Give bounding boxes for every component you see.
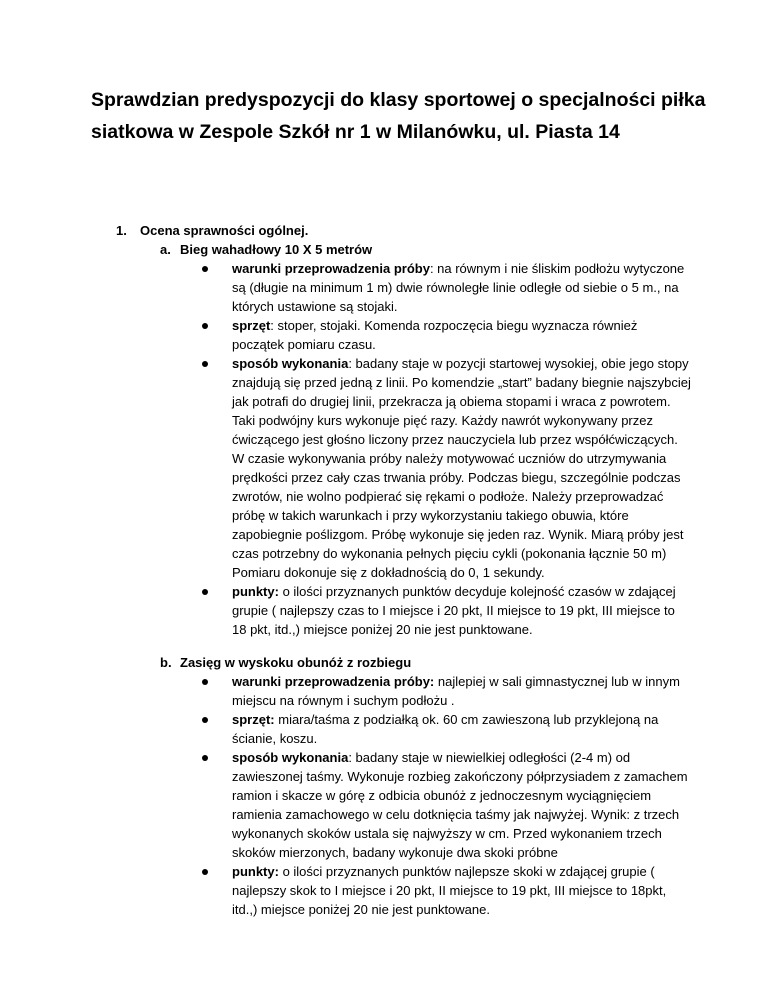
item-label: sposób wykonania	[232, 356, 349, 371]
item-label: punkty:	[232, 584, 279, 599]
section-heading-text: Ocena sprawności ogólnej.	[140, 223, 309, 238]
item-text: najlepiej w sali gimnastycznej lub w innym miejscu na równym i suchym podłożu .	[232, 674, 680, 708]
page-title: Sprawdzian predyspozycji do klasy sportowej o specjalności piłka siatkowa w Zespole Szkół nr 1 w Milanówku, ul. Piasta 14	[91, 89, 706, 143]
list-item	[232, 259, 692, 316]
subsection-heading-jump-reach	[160, 653, 411, 672]
bullet-icon	[202, 679, 208, 685]
shuttle-run-bullet-list	[232, 259, 692, 639]
item-text: : badany staje w niewielkiej odległości (2-4 m) od zawieszonej taśmy. Wykonuje rozbieg zakończony półprzysiadem z zamachem ramion i skacze w górę z odbicia obunóż z jednoczesnym wyciągnięciem ramienia zamachowego w celu dotknięcia taśmy jak najwyżej. Wynik: z trzech wykonanych skoków ustala się najwyższy w cm. Przed wykonaniem trzech skoków mierzonych, badany wykonuje dwa skoki próbne	[232, 750, 688, 860]
bullet-icon	[202, 361, 208, 367]
bullet-icon	[202, 717, 208, 723]
list-item	[232, 748, 692, 862]
subsection-heading-text: Zasięg w wyskoku obunóż z rozbiegu	[180, 655, 412, 670]
item-text: miara/taśma z podziałką ok. 60 cm zawieszoną lub przyklejoną na ścianie, koszu.	[232, 712, 659, 746]
section-number: 1.	[116, 223, 127, 238]
bullet-icon	[202, 589, 208, 595]
subsection-heading-text: Bieg wahadłowy 10 X 5 metrów	[180, 242, 373, 257]
item-label: punkty:	[232, 864, 279, 879]
item-label: sprzęt:	[232, 712, 275, 727]
item-text: : badany staje w pozycji startowej wysokiej, obie jego stopy znajdują się przed jedną z linii. Po komendzie „start” badany biegnie najszybciej jak potrafi do drugiej linii, przekracza ją obiema stopami i wraca z powrotem. Taki podwójny kurs wykonuje pięć razy. Każdy nawrót wykonywany przez ćwiczącego jest głośno liczony przez nauczyciela lub przez współćwiczących. W czasie wykonywania próby należy motywować uczniów do utrzymywania prędkości przez cały czas trwania próby. Podczas biegu, szczególnie podczas zwrotów, nie wolno podpierać się rękami o podłoże. Należy przeprowadzać próbę w takich warunkach i przy wykorzystaniu takiego obuwia, które zapobiegnie poślizgom. Próbę wykonuje się jeden raz. Wynik. Miarą próby jest czas potrzebny do wykonania pełnych pięciu cykli (pokonania łącznie 50 m) Pomiaru dokonuje się z dokładnością do 0, 1 sekundy.	[232, 356, 691, 580]
section-heading	[116, 221, 308, 240]
bullet-icon	[202, 323, 208, 329]
subsection-letter: a.	[160, 242, 171, 257]
item-label: sprzęt	[232, 318, 271, 333]
bullet-icon	[202, 869, 208, 875]
subsection-heading-shuttle-run	[160, 240, 372, 259]
item-text: o ilości przyznanych punktów najlepsze skoki w zdającej grupie ( najlepszy skok to I miejsce i 20 pkt, II miejsce to 19 pkt, III miejsce to 18pkt, itd.,) miejsce poniżej 20 nie jest punktowane.	[232, 864, 667, 917]
item-label: warunki przeprowadzenia próby	[232, 261, 430, 276]
list-item	[232, 354, 692, 582]
bullet-icon	[202, 755, 208, 761]
item-text: : na równym i nie śliskim podłożu wytyczone są (długie na minimum 1 m) dwie równoległe linie odległe od siebie o 5 m., na których ustawione są stojaki.	[232, 261, 685, 314]
item-label: sposób wykonania	[232, 750, 349, 765]
list-item	[232, 672, 692, 710]
item-text: o ilości przyznanych punktów decyduje kolejność czasów w zdającej grupie ( najlepszy czas to I miejsce i 20 pkt, II miejsce to 19 pkt, III miejsce to 18 pkt, itd.,) miejsce poniżej 20 nie jest punktowane.	[232, 584, 676, 637]
subsection-letter: b.	[160, 655, 172, 670]
list-item	[232, 862, 692, 919]
list-item	[232, 316, 692, 354]
item-text: : stoper, stojaki. Komenda rozpoczęcia biegu wyznacza również początek pomiaru czasu.	[232, 318, 638, 352]
bullet-icon	[202, 266, 208, 272]
item-label: warunki przeprowadzenia próby:	[232, 674, 435, 689]
jump-reach-bullet-list	[232, 672, 692, 919]
list-item	[232, 710, 692, 748]
list-item	[232, 582, 692, 639]
